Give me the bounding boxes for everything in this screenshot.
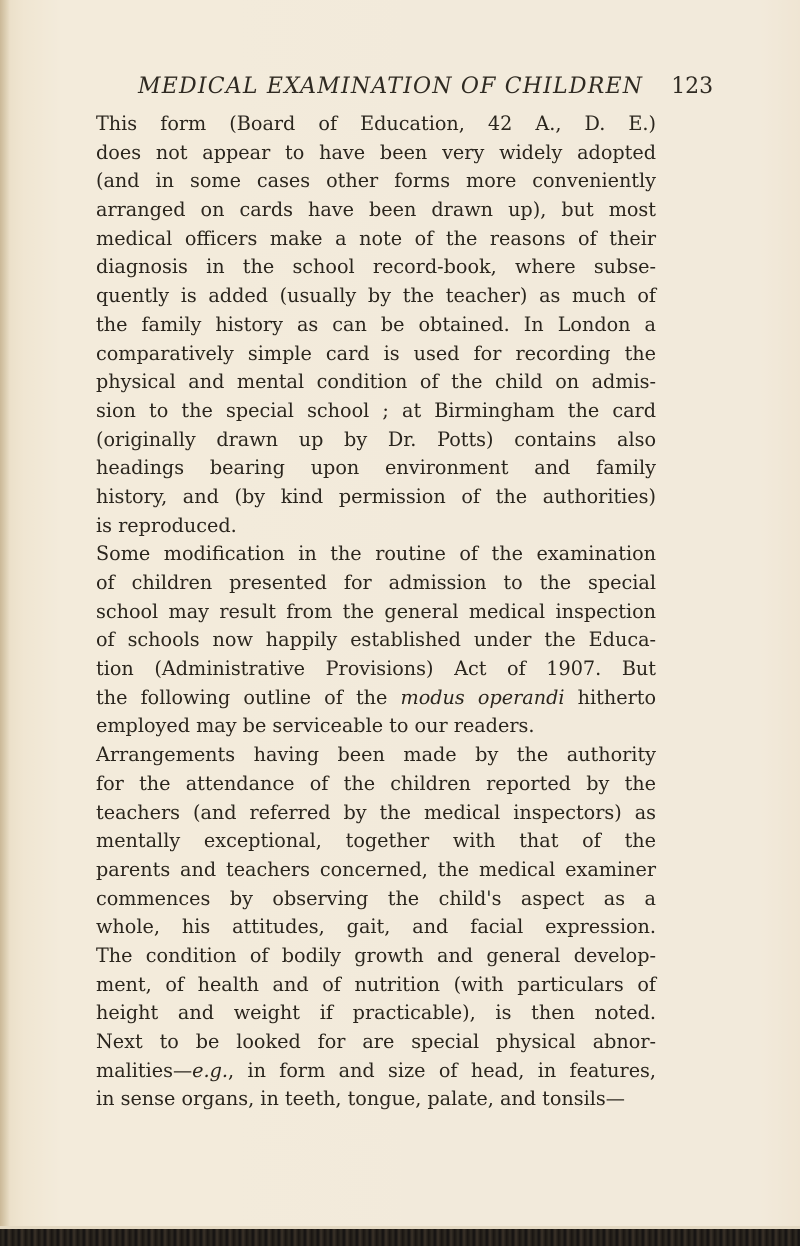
page-number: 123 bbox=[671, 74, 714, 99]
italic-phrase: modus operandi bbox=[400, 685, 565, 709]
text-line: medical officers make a note of the reasons of their bbox=[96, 226, 656, 250]
text-line: comparatively simple card is used for recording the bbox=[96, 341, 656, 365]
text-line: tion (Administrative Provisions) Act of 1907. But bbox=[96, 657, 656, 681]
text-line: whole, his attitudes, gait, and facial expression. bbox=[96, 915, 656, 939]
text-line: of children presented for admission to the special bbox=[96, 571, 656, 594]
text-line: Some modification in the routine of the examination bbox=[96, 542, 656, 566]
text-line: does not appear to have been very widely adopted bbox=[96, 140, 656, 164]
text-line: in sense organs, in teeth, tongue, palate, and tonsils— bbox=[96, 1087, 625, 1111]
page-bottom-edge bbox=[0, 1229, 800, 1246]
text-line: (and in some cases other forms more conveniently bbox=[96, 169, 656, 193]
text-line: mentally exceptional, together with that of the bbox=[96, 829, 656, 853]
italic-abbreviation: e.g. bbox=[192, 1058, 228, 1082]
text-line: teachers (and referred by the medical inspectors) as bbox=[96, 800, 656, 824]
text-line: Arrangements having been made by the authority bbox=[96, 743, 656, 767]
text-line: (originally drawn up by Dr. Potts) contains also bbox=[96, 427, 656, 451]
text-line: headings bearing upon environment and family bbox=[96, 456, 656, 480]
text-line: ment, of health and of nutrition (with particulars of bbox=[96, 972, 656, 996]
text-line-mixed bbox=[96, 1057, 656, 1086]
text-line: is reproduced. bbox=[96, 513, 237, 537]
text-line: height and weight if practicable), is then noted. bbox=[96, 1001, 656, 1025]
text-line: for the attendance of the children reported by the bbox=[96, 771, 656, 795]
header-title: MEDICAL EXAMINATION OF CHILDREN bbox=[138, 74, 644, 99]
text-fragment: malities— bbox=[96, 1058, 193, 1082]
spine-shadow bbox=[0, 0, 10, 1246]
text-line: Next to be looked for are special physical abnor- bbox=[96, 1030, 656, 1053]
text-line: school may result from the general medical inspection bbox=[96, 599, 656, 623]
text-line: physical and mental condition of the child on admis- bbox=[96, 370, 656, 394]
text-line: quently is added (usually by the teacher) as much of bbox=[96, 284, 656, 308]
text-line: history, and (by kind permission of the authorities) bbox=[96, 484, 656, 508]
body-text bbox=[96, 110, 656, 1114]
text-line: The condition of bodily growth and general develop- bbox=[96, 943, 656, 967]
text-fragment: hitherto bbox=[564, 685, 657, 709]
text-line: arranged on cards have been drawn up), but most bbox=[96, 198, 656, 222]
running-header bbox=[138, 74, 714, 104]
text-line-mixed bbox=[96, 684, 656, 713]
text-line: diagnosis in the school record-book, where subse- bbox=[96, 255, 656, 279]
text-line: parents and teachers concerned, the medical examiner bbox=[96, 857, 656, 881]
text-fragment: the following outline of the bbox=[96, 685, 401, 709]
text-line: This form (Board of Education, 42 A., D. E.) bbox=[96, 112, 656, 135]
text-line: of schools now happily established under the Educa- bbox=[96, 628, 656, 652]
text-line: commences by observing the child's aspect as a bbox=[96, 886, 656, 910]
text-fragment: , in form and size of head, in features, bbox=[228, 1058, 656, 1082]
text-line: the family history as can be obtained. In London a bbox=[96, 312, 656, 336]
text-line: employed may be serviceable to our readers. bbox=[96, 714, 535, 738]
text-line: sion to the special school ; at Birmingham the card bbox=[96, 398, 656, 422]
